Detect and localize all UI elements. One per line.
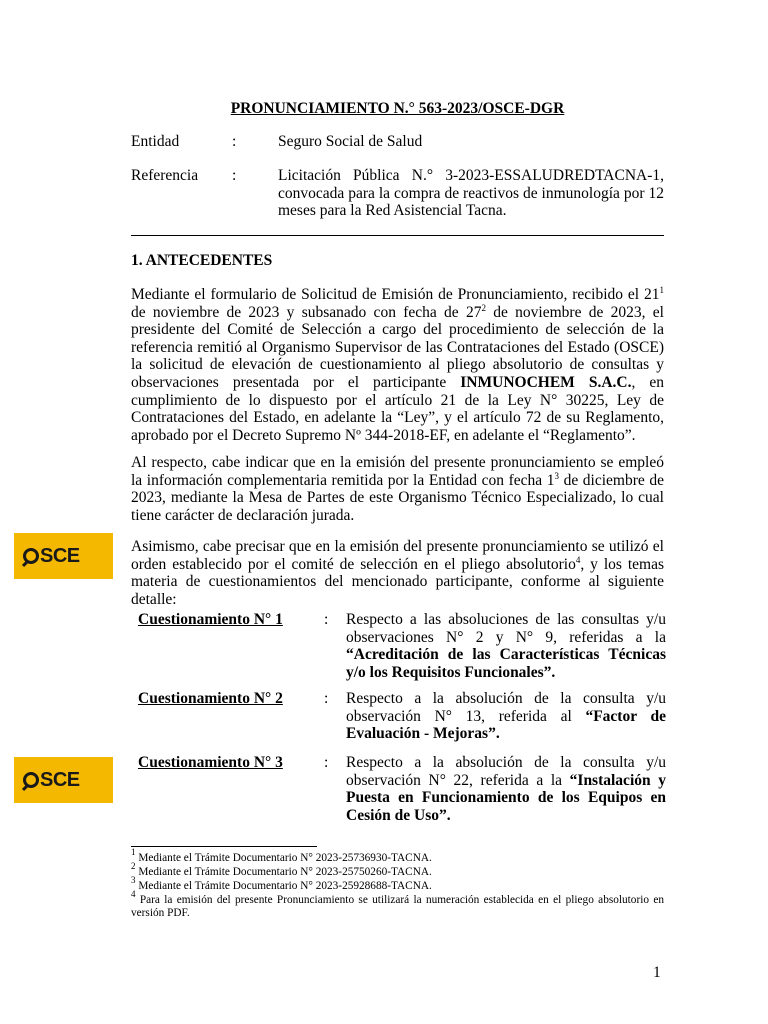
header-divider [131,235,664,236]
cuestionamiento-label: Cuestionamiento N° 2 [138,690,283,707]
cuestionamiento-text [346,690,666,743]
footnote [131,847,664,865]
footnote [131,875,664,893]
p1-text-d: , en cumplimiento de lo dispuesto por el artículo 21 de la Ley N° 30225, Ley de Contrataciones del Estado, en adelante la “Ley”, y el artículo 72 de su Reglamento, aprobado por el Decreto Supremo Nº 344-2018-EF, en adelante el “Reglamento”. [131,373,664,444]
referencia-colon: : [232,167,237,184]
footnote-ref-3: 3 [554,470,559,481]
p2-text-a: Al respecto, cabe indicar que en la emisión del presente pronunciamiento se empleó la información complementaria remitida por la Entidad con fecha 1 [131,454,664,489]
footnote-ref-4: 4 [575,554,581,565]
footnote-text: Mediante el Trámite Documentario N° 2023-25928688-TACNA. [135,880,432,892]
cuestionamiento-label: Cuestionamiento N° 3 [138,754,283,771]
osce-logo-o-icon [23,548,39,564]
footnote-number: 1 [131,847,136,857]
footnote [131,889,664,920]
p2-text-b: de diciembre de 2023, mediante la Mesa de Partes de este Organismo Técnico Especializado, lo cual tiene carácter de declaración jurada. [131,471,665,524]
footnote-ref-1: 1 [659,285,664,295]
entidad-value: Seguro Social de Salud [278,133,423,150]
cuestionamiento-text-plain: Respecto a la absolución de la consulta y/u observación N° 22, referida a la [346,754,666,789]
footnote-ref-2: 2 [481,302,486,313]
cuestionamiento-text [346,611,666,681]
entidad-colon: : [232,133,237,150]
osce-logo-stamp [14,533,113,579]
footnote [131,861,664,879]
osce-logo-o-icon [23,772,39,788]
pronouncement-title: PRONUNCIAMIENTO N.° 563-2023/OSCE-DGR [230,100,565,117]
paragraph-1 [131,286,664,444]
footnote-text: Mediante el Trámite Documentario N° 2023-25750260-TACNA. [135,866,432,878]
cuestionamiento-text-plain: Respecto a la absolución de la consulta y/u observación N° 13, referida al [346,690,666,725]
footnote-divider [131,846,317,847]
p1-text-b: de noviembre de 2023 y subsanado con fecha de 27 [131,303,482,321]
cuestionamiento-text-plain: Respecto a las absoluciones de las consultas y/u observaciones N° 2 y N° 9, referidas a la [346,611,666,646]
footnote-number: 3 [131,875,136,885]
cuestionamiento-text-bold: “Instalación y Puesta en Funcionamiento de los Equipos en Cesión de Uso”. [346,771,666,824]
page-number: 1 [653,964,661,981]
osce-logo-stamp [14,757,113,803]
cuestionamiento-colon: : [324,754,329,771]
cuestionamiento-text [346,754,666,824]
referencia-label: Referencia [131,167,199,184]
p1-text-c: de noviembre de 2023, el presidente del Comité de Selección a cargo del procedimiento de selección de la referencia remitió al Organismo Supervisor de las Contrataciones del Estado (OSCE) la solicitud de elevación de cuestionamiento al pliego absolutorio de consultas y observaciones presentada por el participante [131,303,664,391]
cuestionamiento-colon: : [324,611,329,628]
p1-text-a: Mediante el formulario de Solicitud de Emisión de Pronunciamiento, recibido el 21 [131,286,660,303]
footnote-number: 4 [131,889,136,899]
p3-text-b: , y los temas materia de cuestionamientos del mencionado participante, conforme al siguiente detalle: [131,555,664,608]
entidad-label: Entidad [131,133,180,150]
participant-name: INMUNOCHEM S.A.C. [460,373,632,391]
cuestionamiento-text-bold: “Factor de Evaluación - Mejoras”. [346,707,666,743]
cuestionamiento-colon: : [324,690,329,707]
section-heading: 1. ANTECEDENTES [131,252,273,269]
footnote-text: Mediante el Trámite Documentario N° 2023-25736930-TACNA. [135,852,432,864]
referencia-value: Licitación Pública N.° 3-2023-ESSALUDREDTACNA-1, convocada para la compra de reactivos de inmunología por 12 meses para la Red Asistencial Tacna. [278,167,664,219]
footnote-text: Para la emisión del presente Pronunciamiento se utilizará la numeración establecida en el pliego absolutorio en versión PDF. [131,894,664,920]
paragraph-2 [131,454,664,524]
osce-logo-mark: SCE [23,769,80,792]
p3-text-a: Asimismo, cabe precisar que en la emisión del presente pronunciamiento se utilizó el orden establecido por el comité de selección en el pliego absolutorio [131,538,664,573]
cuestionamiento-text-bold: “Acreditación de las Características Técnicas y/o los Requisitos Funcionales”. [346,646,666,681]
footnote-number: 2 [131,861,136,871]
cuestionamiento-label: Cuestionamiento N° 1 [138,611,283,628]
paragraph-3 [131,538,664,608]
osce-logo-mark: SCE [23,545,80,568]
